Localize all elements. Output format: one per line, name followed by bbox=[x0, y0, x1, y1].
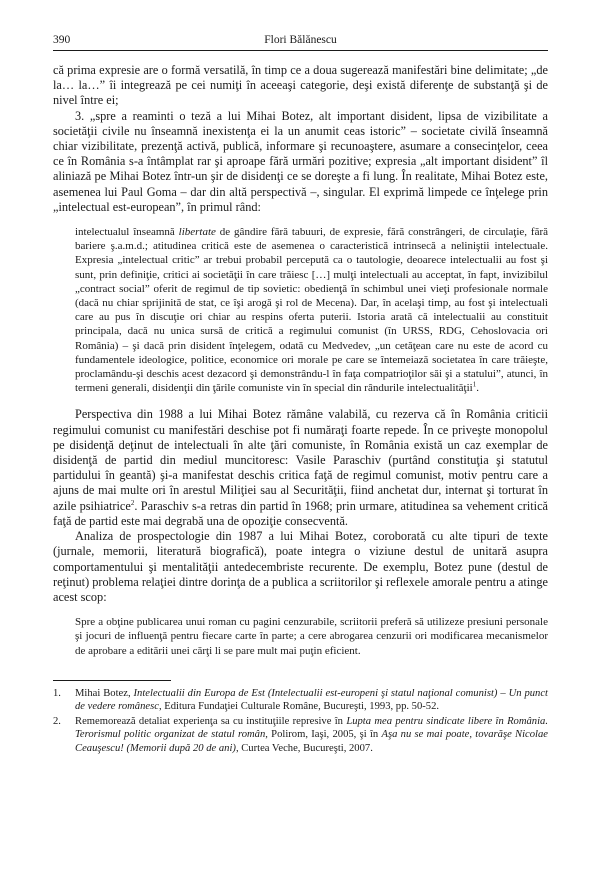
quote-text: intelectualul înseamnă bbox=[75, 226, 179, 239]
paragraph-text: Perspectiva din 1988 a lui Mihai Botez rămâne valabilă, cu rezerva că în România criticii regimului comunist cu manifestări deschise pot fi număraţi foarte repede. În ce priveşte monopolul pe disidenţă deţinut de intelectuali în alte ţări comuniste, în România există un caz exemplar de disidenţă de partid din mediul muncitoresc: Vasile Paraschiv (purtând constituţia şi statutul partidului în geantă) şi-a manifestat deschis critica faţă de regimul comunist, motiv pentru care a ajuns de mai multe ori în arestul Miliţiei sau al Securităţii, fiind anchetat dur, internat şi torturat în azile psihiatrice bbox=[53, 407, 548, 513]
footnote-text: , Polirom, Iaşi, 2005, şi în bbox=[265, 729, 382, 741]
footnote-ref-1[interactable]: 1 bbox=[472, 380, 477, 389]
quote-text: . bbox=[476, 382, 479, 395]
main-text-continued bbox=[53, 407, 548, 605]
paragraph-paraschiv bbox=[53, 407, 548, 529]
running-header bbox=[53, 34, 548, 51]
footnote-number: 2. bbox=[53, 716, 61, 728]
paragraph-text: . Paraschiv s-a retras din partid în 1968; prin urmare, atitudinea sa vehement critică faţă de partid este mai degrabă una de opoziţie consecventă. bbox=[53, 498, 548, 528]
block-quote-censorship: Spre a obţine publicarea unui roman cu pagini cenzurabile, scriitorii preferă să utilizeze presiuni personale şi jocuri de influenţă pentru fiecare carte în parte; a cere abrogarea cenzurii ori modificarea mecanismelor de aprobare a editării unei cărţi li se pare mult mai puţin eficient. bbox=[75, 616, 548, 657]
footnote-text: Mihai Botez, bbox=[75, 687, 134, 699]
main-text bbox=[53, 63, 548, 215]
quote-text: de gândire fără tabuuri, de expresie, fără constrângeri, de circulaţie, fără bariere ş.a.m.d.; atitudinea critică este de asemenea o caracteristică intrinsecă a neliniştii intelectuale. Expresia „intelectual critic” ar trebui probabil percepută ca o tautologie, deoarece intelectualii au fost şi sunt, prin definiţie, critici ai societăţii în care trăiesc […] mulţi intelectuali au acceptat, în fapt, invizibilul „contract social” oferit de regimul de tip sovietic: obedienţă în schimbul unei vieţi profesionale normale (dacă nu chiar sprijinită de stat, ce îşi arogă şi rol de Mecena). Dar, în acelaşi timp, au fost şi intelectuali care au pus în discuţie ori chiar au respins oferta puterii. Istoria arată că intelectualii au constituit principala, dacă nu unica sursă de critică a regimului comunist (în URSS, RDG, Cehoslovacia ori România) – şi dacă prin disident înţelegem, odată cu Medvedev, „un cetăţean care nu este de acord cu fundamentele ideologice, politice, economice ori morale pe care se întemeiază societatea în care trăieşte, proclamându-şi deschis acest dezacord şi demonstrându-l în faţa compatrioţilor săi şi a statului”, atunci, în termeni generali, disidenţii din ţările comuniste vin în special din rândurile intelectualităţii bbox=[75, 226, 549, 395]
footnote-text: Rememorează detaliat experienţa sa cu instituţiile represive în bbox=[75, 716, 347, 728]
footnote-text: , Editura Fundaţiei Culturale Române, Bucureşti, 1993, pp. 50-52. bbox=[158, 700, 440, 712]
paragraph-point-3: 3. „spre a reaminti o teză a lui Mihai Botez, alt important disident, lipsa de vizibilitate a societăţii civile nu înseamnă inexistenţa ei la un anumit ceas istoric” – societate civilă înseamnă chiar vizibilitate, prezenţă activă, publică, informare şi recunoaştere, asumare a consecinţelor, ceea ce în România s-a întâmplat rar şi aproape fără urmări pozitive; expresia „alt important disident” îl aliniază pe Mihai Botez într-un şir de disidenţi ce se doreşte a fi lung. În realitate, Mihai Botez este, asemenea lui Paul Goma – dar din altă perspectivă –, singular. El exprimă limpede ce înţelege prin „intelectual est-european”, în primul rând: bbox=[53, 108, 548, 214]
footnote-title: Aşa nu se mai poate, tovarăşe Nicolae Ceauşescu! (Memorii după 20 de ani) bbox=[75, 729, 548, 754]
footnote-ref-2[interactable]: 2 bbox=[130, 498, 135, 507]
footnote-text: , Curtea Veche, Bucureşti, 2007. bbox=[235, 742, 373, 754]
book-page bbox=[53, 34, 548, 757]
footnote-2 bbox=[53, 715, 548, 755]
page-number: 390 bbox=[53, 34, 71, 46]
footnote-title: Lupta mea pentru sindicate libere în România. Terorismul politic organizat de statul român bbox=[75, 716, 548, 741]
quote-emphasis: libertate bbox=[178, 226, 216, 239]
footnote-number: 1. bbox=[53, 687, 61, 699]
running-author: Flori Bălănescu bbox=[264, 34, 337, 46]
paragraph-prospectology: Analiza de prospectologie din 1987 a lui Mihai Botez, coroborată cu alte tipuri de texte (jurnale, memorii, literatură biografică), poate integra o viziune destul de unitară asupra comportamentului şi mentalităţii antedecembriste recurente. De exemplu, Botez pune (destul de reţinut) problema relaţiei dintre dorinţa de a publica a scriitorilor şi reflexele amorale pentru a atinge acest scop: bbox=[53, 529, 548, 604]
footnote-separator bbox=[53, 680, 171, 681]
block-quote-botez bbox=[75, 225, 548, 395]
footnote-title: Intelectualii din Europa de Est (Intelectualii est-europeni şi statul naţional comunist) – Un punct de vedere românesc bbox=[75, 687, 548, 712]
paragraph-continued: că prima expresie are o formă versatilă, în timp ce a doua sugerează manifestări bine delimitate; „de la… la…” îi integrează pe cei numiţi în aceeaşi categorie, deşi există diferenţe de substanţă şi de nivel între ei; bbox=[53, 63, 548, 108]
footnote-1 bbox=[53, 687, 548, 713]
